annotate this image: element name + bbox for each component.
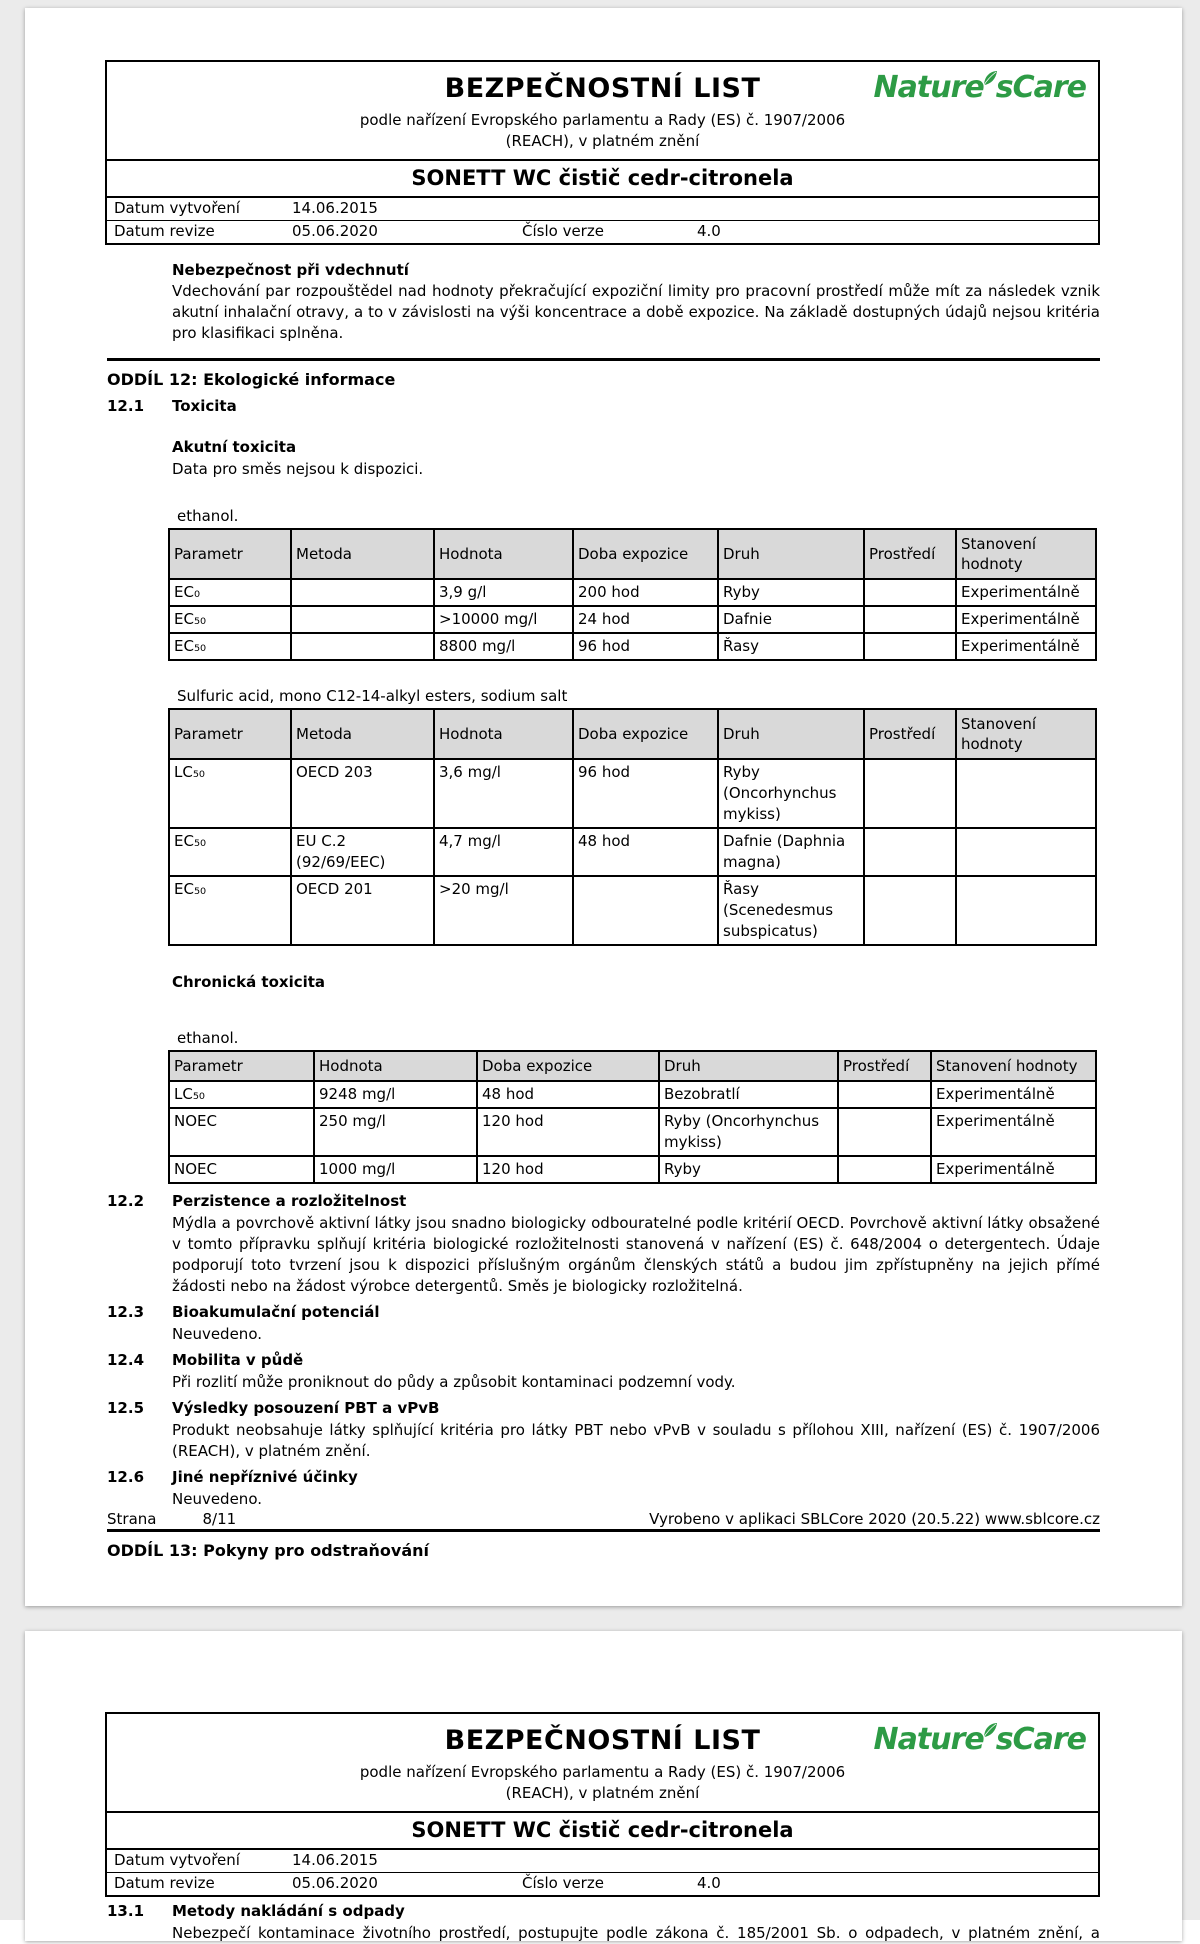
table-row — [169, 1081, 1096, 1108]
regulation-subtitle-line2: (REACH), v platném znění — [505, 1784, 700, 1802]
section-body: Produkt neobsahuje látky splňující kritéria pro látky PBT nebo vPvB v souladu s přílohou XIII, nařízení (ES) č. 1907/2006 (REACH), v platném znění. — [172, 1421, 1100, 1460]
table-cell: 48 hod — [573, 828, 718, 876]
acute-toxicity-table-sulfuric — [168, 708, 1097, 946]
logo-text-left: Nature — [873, 1722, 984, 1757]
column-header: Hodnota — [434, 529, 573, 579]
section-body: Neuvedeno. — [172, 1490, 262, 1508]
section-number: 12.2 — [107, 1192, 145, 1210]
table-cell — [864, 759, 956, 828]
document-page-2 — [25, 1631, 1182, 1941]
header-dates-section — [107, 198, 1098, 243]
table-cell: Řasy (Scenedesmus subspicatus) — [718, 876, 864, 945]
table-cell: >10000 mg/l — [434, 606, 573, 633]
table-cell: EC₅₀ — [169, 828, 291, 876]
table-cell — [864, 633, 956, 660]
table-cell — [864, 828, 956, 876]
section-12-1 — [107, 396, 1182, 417]
section-body: Při rozlití může proniknout do půdy a způsobit kontaminaci podzemní vody. — [172, 1373, 736, 1391]
revision-date-value: 05.06.2020 — [292, 222, 378, 240]
section-12-4 — [107, 1350, 1182, 1393]
table-cell: Experimentálně — [956, 579, 1096, 606]
table-cell: 4,7 mg/l — [434, 828, 573, 876]
table-cell: 250 mg/l — [314, 1108, 477, 1156]
column-header: Stanovení hodnoty — [956, 709, 1096, 759]
column-header: Prostředí — [864, 529, 956, 579]
created-date-label: Datum vytvoření — [114, 199, 240, 217]
section-number: 13.1 — [107, 1902, 145, 1920]
table-row — [169, 759, 1096, 828]
substance-name-ethanol-2: ethanol. — [177, 1029, 239, 1047]
regulation-subtitle-line2: (REACH), v platném znění — [505, 132, 700, 150]
column-header: Stanovení hodnoty — [931, 1051, 1096, 1081]
table-cell: OECD 201 — [291, 876, 434, 945]
inhalation-hazard-heading: Nebezpečnost při vdechnutí — [172, 261, 409, 279]
column-header: Stanovení hodnoty — [956, 529, 1096, 579]
table-cell: NOEC — [169, 1156, 314, 1183]
table-row — [169, 828, 1096, 876]
column-header: Parametr — [169, 709, 291, 759]
section-divider — [107, 1529, 1100, 1532]
leaf-icon — [983, 59, 998, 94]
table-cell: NOEC — [169, 1108, 314, 1156]
section-12-5 — [107, 1398, 1182, 1462]
section-title: Jiné nepříznivé účinky — [172, 1468, 358, 1486]
column-header: Hodnota — [434, 709, 573, 759]
section-title: Toxicita — [172, 397, 237, 415]
table-row — [169, 633, 1096, 660]
table-cell — [864, 579, 956, 606]
table-cell: Ryby (Oncorhynchus mykiss) — [718, 759, 864, 828]
substance-name-ethanol: ethanol. — [177, 507, 239, 525]
column-header: Prostředí — [864, 709, 956, 759]
document-title: BEZPEČNOSTNÍ LIST — [444, 73, 761, 104]
column-header: Doba expozice — [573, 709, 718, 759]
regulation-subtitle — [213, 110, 993, 152]
table-row — [169, 1108, 1096, 1156]
table-cell — [838, 1081, 931, 1108]
section-number: 12.1 — [107, 397, 145, 415]
table-cell: 96 hod — [573, 633, 718, 660]
table-cell: Bezobratlí — [659, 1081, 838, 1108]
table-cell: 1000 mg/l — [314, 1156, 477, 1183]
table-row — [169, 876, 1096, 945]
table-row — [169, 606, 1096, 633]
leaf-icon — [983, 1711, 998, 1746]
revision-date-row — [107, 220, 1098, 243]
logo-text-right: sCare — [995, 70, 1086, 105]
table-cell — [864, 606, 956, 633]
table-cell — [864, 876, 956, 945]
table-cell: Experimentálně — [931, 1081, 1096, 1108]
table-cell: Dafnie — [718, 606, 864, 633]
regulation-subtitle — [213, 1762, 993, 1804]
revision-date-value: 05.06.2020 — [292, 1874, 378, 1892]
table-cell: EC₅₀ — [169, 633, 291, 660]
table-cell: EC₅₀ — [169, 876, 291, 945]
section-title: Perzistence a rozložitelnost — [172, 1192, 407, 1210]
created-date-label: Datum vytvoření — [114, 1851, 240, 1869]
generator-note: Vyrobeno v aplikaci SBLCore 2020 (20.5.22) www.sblcore.cz — [649, 1510, 1100, 1528]
section-title: Výsledky posouzení PBT a vPvB — [172, 1399, 440, 1417]
table-cell: Ryby — [718, 579, 864, 606]
section-title: Bioakumulační potenciál — [172, 1303, 380, 1321]
table-cell: Experimentálně — [956, 633, 1096, 660]
table-header-row — [169, 709, 1096, 759]
section-12-heading: ODDÍL 12: Ekologické informace — [107, 370, 396, 389]
table-cell — [573, 876, 718, 945]
product-name: SONETT WC čistič cedr-citronela — [107, 159, 1098, 198]
column-header: Doba expozice — [573, 529, 718, 579]
header-dates-section — [107, 1850, 1098, 1895]
column-header: Doba expozice — [477, 1051, 659, 1081]
logo-text-left: Nature — [873, 70, 984, 105]
product-name: SONETT WC čistič cedr-citronela — [107, 1811, 1098, 1850]
section-12-2 — [107, 1191, 1182, 1297]
column-header: Hodnota — [314, 1051, 477, 1081]
document-header — [105, 60, 1100, 245]
revision-date-row — [107, 1872, 1098, 1895]
revision-date-label: Datum revize — [114, 222, 215, 240]
table-cell: EC₅₀ — [169, 606, 291, 633]
table-cell: 200 hod — [573, 579, 718, 606]
acute-toxicity-table-ethanol — [168, 528, 1097, 661]
document-header — [105, 1712, 1100, 1897]
created-date-row — [107, 198, 1098, 220]
table-cell: Řasy — [718, 633, 864, 660]
section-body: Mýdla a povrchově aktivní látky jsou snadno biologicky odbouratelné podle kritérií OECD. Povrchově aktivní látky obsažené v tomto přípravku splňují kritéria biologické rozložitelnosti stanovená v nařízení (ES) č. 648/2004 o detergentech. Údaje podporují toto tvrzení jsou k dispozici příslušným orgánům členských států a budou jim zpřístupněny na jejich přímé žádosti nebo na žádost výrobce detergentů. Směs je biologicky rozložitelná. — [172, 1214, 1100, 1295]
section-body: Neuvedeno. — [172, 1325, 262, 1343]
version-value: 4.0 — [697, 1874, 721, 1892]
table-cell: 8800 mg/l — [434, 633, 573, 660]
section-divider — [107, 358, 1100, 361]
version-label: Číslo verze — [522, 222, 604, 240]
section-number: 12.5 — [107, 1399, 145, 1417]
table-cell — [291, 633, 434, 660]
table-header-row — [169, 529, 1096, 579]
version-label: Číslo verze — [522, 1874, 604, 1892]
table-cell: EC₀ — [169, 579, 291, 606]
natures-care-logo — [874, 1722, 1086, 1757]
chronic-toxicity-heading: Chronická toxicita — [172, 973, 326, 991]
table-cell: 120 hod — [477, 1108, 659, 1156]
substance-name-sulfuric: Sulfuric acid, mono C12-14-alkyl esters, sodium salt — [177, 687, 568, 705]
document-page-1 — [25, 8, 1182, 1606]
table-cell — [291, 579, 434, 606]
column-header: Metoda — [291, 709, 434, 759]
header-top-section — [107, 1714, 1098, 1811]
version-value: 4.0 — [697, 222, 721, 240]
regulation-subtitle-line1: podle nařízení Evropského parlamentu a Rady (ES) č. 1907/2006 — [359, 111, 846, 129]
table-cell — [956, 876, 1096, 945]
acute-toxicity-heading: Akutní toxicita — [172, 438, 297, 456]
section-13-heading: ODDÍL 13: Pokyny pro odstraňování — [107, 1541, 429, 1560]
table-cell — [956, 828, 1096, 876]
column-header: Druh — [718, 709, 864, 759]
created-date-value: 14.06.2015 — [292, 199, 378, 217]
section-title: Mobilita v půdě — [172, 1351, 304, 1369]
section-title: Metody nakládání s odpady — [172, 1902, 405, 1920]
section-13-1 — [107, 1901, 1182, 1944]
header-top-section — [107, 62, 1098, 159]
table-cell: 96 hod — [573, 759, 718, 828]
table-cell: EU C.2 (92/69/EEC) — [291, 828, 434, 876]
table-cell: 3,6 mg/l — [434, 759, 573, 828]
table-cell: OECD 203 — [291, 759, 434, 828]
table-cell — [291, 606, 434, 633]
table-row — [169, 579, 1096, 606]
document-title: BEZPEČNOSTNÍ LIST — [444, 1725, 761, 1756]
table-cell: Experimentálně — [931, 1108, 1096, 1156]
table-cell: Experimentálně — [956, 606, 1096, 633]
table-cell: 48 hod — [477, 1081, 659, 1108]
table-cell — [838, 1108, 931, 1156]
table-cell: 24 hod — [573, 606, 718, 633]
table-cell: 3,9 g/l — [434, 579, 573, 606]
section-number: 12.6 — [107, 1468, 145, 1486]
inhalation-hazard-text: Vdechování par rozpouštědel nad hodnoty překračující expoziční limity pro pracovní prostředí může mít za následek vznik akutní inhalační otravy, a to v závislosti na výši koncentrace a době expozice. Na základě dostupných údajů nejsou kritéria pro klasifikaci splněna. — [172, 282, 1100, 342]
table-header-row — [169, 1051, 1096, 1081]
natures-care-logo — [874, 70, 1086, 105]
column-header: Parametr — [169, 1051, 314, 1081]
table-cell: LC₅₀ — [169, 1081, 314, 1108]
table-cell — [956, 759, 1096, 828]
table-cell: Ryby — [659, 1156, 838, 1183]
table-cell: 9248 mg/l — [314, 1081, 477, 1108]
table-cell: LC₅₀ — [169, 759, 291, 828]
logo-text-right: sCare — [995, 1722, 1086, 1757]
chronic-toxicity-table-ethanol — [168, 1050, 1097, 1184]
regulation-subtitle-line1: podle nařízení Evropského parlamentu a Rady (ES) č. 1907/2006 — [359, 1763, 846, 1781]
column-header: Parametr — [169, 529, 291, 579]
page-number-value: 8/11 — [202, 1510, 237, 1528]
created-date-row — [107, 1850, 1098, 1872]
acute-toxicity-note: Data pro směs nejsou k dispozici. — [172, 460, 424, 478]
column-header: Druh — [718, 529, 864, 579]
section-number: 12.3 — [107, 1303, 145, 1321]
table-cell: Experimentálně — [931, 1156, 1096, 1183]
section-number: 12.4 — [107, 1351, 145, 1369]
page-number-label: Strana — [107, 1510, 157, 1528]
page-footer — [107, 1510, 1100, 1528]
section-12-6 — [107, 1467, 1182, 1510]
table-cell — [838, 1156, 931, 1183]
column-header: Druh — [659, 1051, 838, 1081]
table-row — [169, 1156, 1096, 1183]
table-cell: Dafnie (Daphnia magna) — [718, 828, 864, 876]
column-header: Prostředí — [838, 1051, 931, 1081]
revision-date-label: Datum revize — [114, 1874, 215, 1892]
section-body: Nebezpečí kontaminace životního prostředí, postupujte podle zákona č. 185/2001 Sb. o odpadech, v platném znění, a — [172, 1924, 1100, 1942]
table-cell: Ryby (Oncorhynchus mykiss) — [659, 1108, 838, 1156]
table-cell: 120 hod — [477, 1156, 659, 1183]
created-date-value: 14.06.2015 — [292, 1851, 378, 1869]
table-cell: >20 mg/l — [434, 876, 573, 945]
section-12-3 — [107, 1302, 1182, 1345]
column-header: Metoda — [291, 529, 434, 579]
